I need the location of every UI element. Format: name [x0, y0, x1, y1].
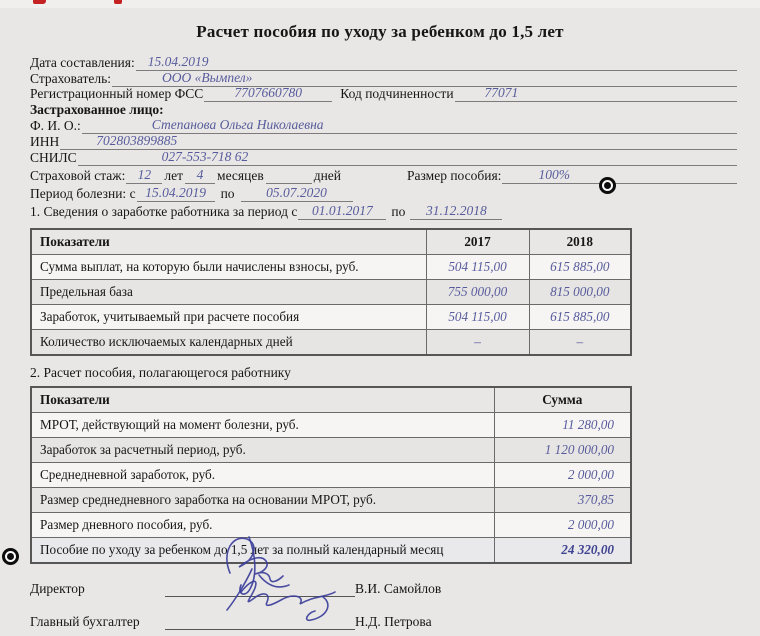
insurer-label: Страхователь:: [30, 70, 111, 86]
table-row: [31, 512, 631, 537]
days-unit-label: дней: [313, 168, 342, 184]
form-line-insurer: [30, 71, 737, 87]
benefit-size-value: 100%: [538, 167, 570, 183]
fss-label: Регистрационный номер ФСС: [30, 86, 204, 102]
cell-sum: 2 000,00: [494, 512, 631, 537]
column-header: 2017: [426, 229, 529, 255]
director-name: В.И. Самойлов: [355, 580, 442, 596]
subordination-underline: [455, 85, 737, 102]
chief-accountant-signature-line: [165, 629, 355, 630]
row-label: Среднедневной заработок, руб.: [31, 462, 494, 487]
signature-row-director: [30, 579, 737, 597]
table-row: [31, 279, 631, 304]
cell-sum: 2 000,00: [494, 462, 631, 487]
cell-total-sum: 24 320,00: [494, 537, 631, 563]
fss-underline: [204, 85, 332, 102]
sick-period-from-value: 15.04.2019: [145, 185, 206, 201]
cell-sum: 11 280,00: [494, 412, 631, 437]
months-unit-label: месяцев: [217, 168, 264, 184]
row-label: Размер среднедневного заработка на основании МРОТ, руб.: [31, 487, 494, 512]
cell-2018: 615 885,00: [529, 304, 631, 329]
marker-dot: [7, 553, 14, 560]
benefit-calculation-table: [30, 386, 632, 564]
benefit-size-label: Размер пособия:: [407, 168, 502, 184]
row-label: Сумма выплат, на которую были начислены взносы, руб.: [31, 254, 426, 279]
cropped-red-text-fragment: [33, 0, 46, 4]
po-label: по: [391, 203, 406, 219]
marker-dot: [604, 182, 611, 189]
table-total-row: [31, 537, 631, 563]
snils-underline: [78, 149, 737, 166]
date-value: 15.04.2019: [147, 53, 209, 69]
years-unit-label: лет: [164, 168, 184, 184]
section1-from-underline: [298, 203, 386, 220]
sick-period-to-value: 05.07.2020: [266, 185, 327, 201]
experience-years-value: 12: [137, 167, 152, 183]
form-line-sick-period: [30, 186, 737, 202]
form-fields: [30, 55, 737, 220]
form-line-date: [30, 55, 737, 71]
subordination-label: Код подчиненности: [340, 86, 454, 102]
table-row: [31, 437, 631, 462]
benefit-size-underline: [502, 167, 737, 184]
inn-label: ИНН: [30, 133, 60, 149]
chief-accountant-role-label: Главный бухгалтер: [30, 613, 140, 629]
cell-2017: 504 115,00: [426, 304, 529, 329]
row-label: Пособие по уходу за ребенком до 1,5 лет за полный календарный месяц: [31, 537, 494, 563]
column-header: Сумма: [494, 387, 631, 413]
inn-value: 702803899885: [96, 132, 178, 148]
sick-period-to-underline: [241, 185, 353, 202]
column-header: Показатели: [31, 387, 494, 413]
director-role-label: Директор: [30, 580, 85, 596]
row-label: МРОТ, действующий на момент болезни, руб.: [31, 412, 494, 437]
section1-to-underline: [410, 203, 502, 220]
column-header: 2018: [529, 229, 631, 255]
director-signature-line: [165, 596, 355, 597]
sick-period-from-underline: [137, 185, 215, 202]
experience-months-underline: [185, 167, 215, 184]
snils-label: СНИЛС: [30, 149, 77, 165]
insured-person-heading: Застрахованное лицо:: [30, 102, 164, 118]
sick-period-label: Период болезни: с: [30, 186, 136, 202]
cell-sum: 1 120 000,00: [494, 437, 631, 462]
signature-block: [30, 579, 737, 630]
cell-2018: –: [529, 329, 631, 355]
form-line-insured-heading: [30, 102, 737, 118]
date-label: Дата составления:: [30, 54, 135, 70]
insurer-value: ООО «Вымпел»: [162, 69, 253, 85]
cell-2017: –: [426, 329, 529, 355]
fio-value: Степанова Ольга Николаевна: [151, 116, 324, 132]
table-row: [31, 412, 631, 437]
form-line-fss: [30, 87, 737, 103]
section1-heading-line: [30, 204, 737, 220]
document-title: Расчет пособия по уходу за ребенком до 1,5 лет: [196, 22, 564, 41]
table-row: [31, 329, 631, 355]
experience-months-value: 4: [196, 167, 204, 183]
section1-from-value: 01.01.2017: [312, 202, 373, 218]
table-header-row: [31, 229, 631, 255]
cell-2018: 615 885,00: [529, 254, 631, 279]
cell-2018: 815 000,00: [529, 279, 631, 304]
fss-value: 7707660780: [234, 85, 303, 101]
table-row: [31, 304, 631, 329]
row-label: Количество исключаемых календарных дней: [31, 329, 426, 355]
experience-label: Страховой стаж:: [30, 168, 126, 184]
cell-2017: 755 000,00: [426, 279, 529, 304]
row-label: Предельная база: [31, 279, 426, 304]
table-row: [31, 462, 631, 487]
fio-label: Ф. И. О.:: [30, 117, 81, 133]
inn-underline: [60, 133, 737, 150]
section1-to-value: 31.12.2018: [425, 202, 487, 218]
row-label: Заработок за расчетный период, руб.: [31, 437, 494, 462]
cell-2017: 504 115,00: [426, 254, 529, 279]
table-row: [31, 487, 631, 512]
snils-value: 027-553-718 62: [161, 148, 249, 164]
form-line-experience: [30, 169, 737, 185]
row-label: Размер дневного пособия, руб.: [31, 512, 494, 537]
earnings-table: [30, 228, 632, 356]
row-label: Заработок, учитываемый при расчете пособия: [31, 304, 426, 329]
annotation-marker-benefit-size[interactable]: [599, 177, 616, 194]
section2-heading: 2. Расчет пособия, полагающегося работнику: [30, 364, 291, 380]
po-label: по: [220, 186, 235, 202]
fio-underline: [82, 117, 737, 134]
column-header: Показатели: [31, 229, 426, 255]
table-header-row: [31, 387, 631, 413]
experience-years-underline: [126, 167, 162, 184]
form-line-inn: [30, 134, 737, 150]
section1-prefix: 1. Сведения о заработке работника за период с: [30, 203, 298, 219]
table-row: [31, 254, 631, 279]
signature-row-chief-accountant: [30, 612, 737, 630]
date-underline: [136, 54, 737, 71]
cell-sum: 370,85: [494, 487, 631, 512]
annotation-marker-director[interactable]: [2, 548, 19, 565]
cropped-red-text-fragment: [114, 0, 122, 4]
subordination-value: 77071: [484, 85, 519, 101]
benefit-calculation-document: [0, 8, 760, 630]
form-line-snils: [30, 150, 737, 166]
insurer-underline: [112, 70, 737, 87]
chief-accountant-name: Н.Д. Петрова: [355, 613, 432, 629]
form-line-fio: [30, 118, 737, 134]
